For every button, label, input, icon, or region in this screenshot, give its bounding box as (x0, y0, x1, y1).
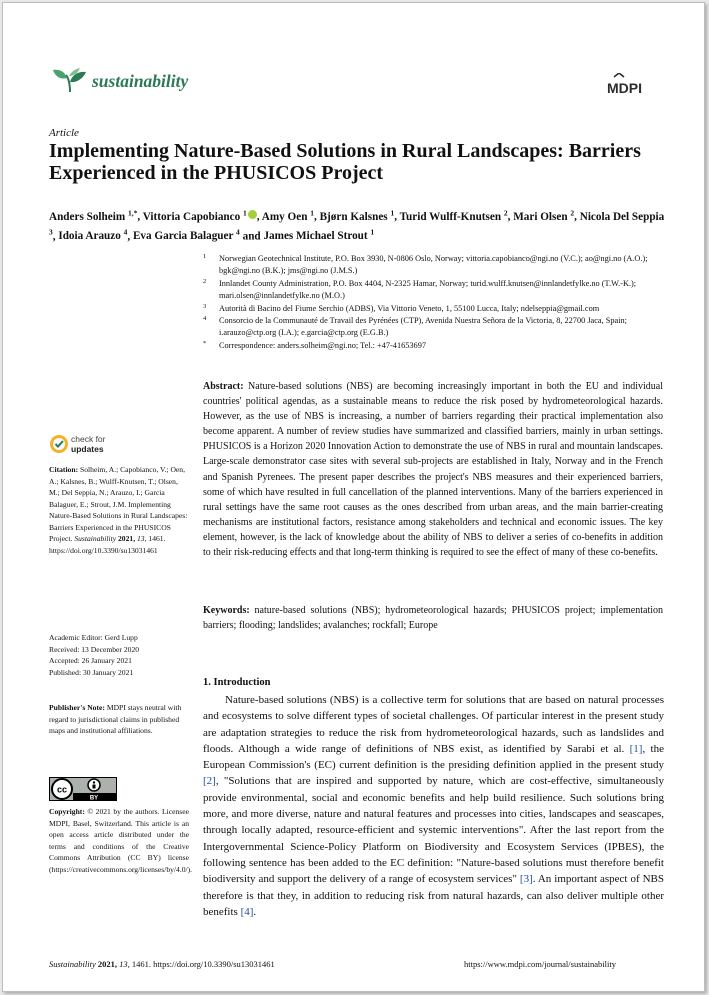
author[interactable] (261, 208, 314, 223)
author-affiliation-marker: 2 (503, 208, 508, 217)
intro-text-3: , "Solutions that are inspired and supported by nature, which are cost-effective, simultaneously provide environmental, social and economic benefits and help build resilience. Such solutions bring more, and more diverse, nature and natural features and processes into cities, landscapes and seascapes, through locally adapted, resource-efficient and systemic interventions". After the last report from the Intergovernmental Science-Policy Platform on Biodiversity and Ecosystem Services (IPBES), the following sentence has been added to the EC definition: "Nature-based solutions must therefore benefit biodiversity and support the delivery of a range of ecosystem services" (203, 775, 664, 886)
reference-link-2[interactable]: [2] (203, 775, 216, 788)
footer-journal-url[interactable]: https://www.mdpi.com/journal/sustainability (464, 959, 616, 969)
publishers-note-label: Publisher's Note: (49, 703, 105, 712)
author-name: Nicola Del Seppia (579, 210, 665, 223)
footer-year: 2021, (97, 959, 117, 969)
citation-text: Solheim, A.; Capobianco, V.; Oen, A.; Kalsnes, B.; Wulff-Knutsen, T.; Olsen, M.; Del Seppia, N.; Arauzo, I.; Garcia Balaguer, E.; Strout, J.M. Implementing Nature-Based Solutions in Rural Landscapes: Barriers Experienced in the PHUSICOS Project. (49, 465, 188, 543)
keywords-label: Keywords: (203, 605, 250, 616)
intro-text-5: . (253, 905, 257, 918)
citation-volume: 13, (137, 534, 147, 543)
intro-text-4: . An important aspect of NBS therefore is that they, in addition to reducing risk from natural hazards, can also deliver multiple other benefits (203, 873, 664, 918)
article-dates (49, 632, 189, 678)
affiliation-number: 2 (203, 277, 207, 285)
article-type: Article (49, 127, 79, 139)
abstract (203, 379, 663, 560)
orcid-icon[interactable] (248, 210, 257, 219)
author-name: Idoia Arauzo (58, 230, 124, 243)
academic-editor: Academic Editor: Gerd Lupp (49, 633, 138, 642)
check-for-updates-line2: updates (71, 443, 104, 454)
accepted-date: Accepted: 26 January 2021 (49, 656, 132, 665)
copyright-text: © 2021 by the authors. Licensee MDPI, Basel, Switzerland. This article is an open access article distributed under the terms and conditions of the Creative Commons Attribution (CC BY) license (https://creativecommons.org/licenses/by/4.0/). (49, 807, 193, 874)
affiliation-item (203, 278, 663, 303)
author-name: James Michael Strout (263, 230, 371, 243)
affiliation-number: * (203, 339, 207, 347)
journal-name: sustainability (92, 71, 189, 91)
affiliation-item (203, 253, 663, 278)
keywords (203, 603, 663, 633)
author-affiliation-marker: 1 (370, 227, 375, 237)
affiliations (203, 253, 663, 352)
cc-by-badge-text: BY (89, 795, 99, 801)
author-affiliation-marker: 3 (49, 227, 53, 237)
author[interactable] (58, 227, 128, 243)
author-name: Amy Oen (261, 210, 311, 223)
author-name: Mari Olsen (513, 210, 571, 223)
affiliation-number: 3 (203, 302, 207, 310)
reference-link-4[interactable]: [4] (240, 905, 254, 918)
cc-by-license-icon[interactable] (49, 777, 117, 801)
citation-doi[interactable]: 1461. https://doi.org/10.3390/su13031461 (49, 534, 166, 555)
affiliation-text: Innlandet County Administration, P.O. Box 4404, N-2325 Hamar, Norway; turid.wulff.knutsen@innlandetfylke.no (T.W.-K.); mari.olsen@innlandetfylke.no (M.O.) (219, 278, 637, 301)
svg-text:cc: cc (56, 784, 68, 795)
affiliation-text: Consorcio de la Communauté de Travail des Pyrénées (CTP), Avenida Nuestra Señora de la Victoria, 8, 22700 Jaca, Spain; i.arauzo@ctp.org (I.A.); e.garcia@ctp.org (E.G.B.) (219, 316, 627, 338)
received-date: Received: 13 December 2020 (49, 644, 140, 654)
abstract-text: Nature-based solutions (NBS) are becoming increasingly important in both the EU and individual countries' political agendas, as a sustainable means to reduce the risk posed by hydrometeorological hazards. However, as the use of NBS is increasing, a number of barriers regarding their practical implementation also become apparent. A number of review studies have summarized and classified barriers, mainly in urban settings. PHUSICOS is a Horizon 2020 Innovation Action to demonstrate the use of NBS in rural and mountain landscapes. Large-scale demonstrator case sites with several sub-projects are established in Italy, Norway and in the French and Spanish Pyrenees. The present paper describes the project's NBS measures and their experienced barriers, some of which have resulted in full cancellation of the planned interventions. Many of the barriers experienced in rural settings have the same root causes as the ones described from urban areas, and the main barrier-creating mechanisms are institutional factors, resistance among stakeholders and technical and economic issues. The key element, however, is the lack of knowledge about the ability of NBS to deliver a series of co-benefits in addition to their risk-reducing effects and that long-term thinking is required to see the effect of many of these co-benefits. (203, 381, 664, 559)
author-list: Anders Solheim $^{1,*}$, Vittoria Capobianco $^1$ , Amy Oen $^1$, Bjørn Kalsnes $^1$, Turid Wulff-Knutsen $^2$, Mari Olsen $^2$, Nicola Del Seppia $^3$, Idoia Arauzo $^4$, Eva Garcia Balaguer $^4$ and James Michael Strout $^1$ (49, 208, 665, 243)
citation-year: 2021, (118, 534, 136, 543)
section-heading: 1. Introduction (203, 677, 271, 688)
author[interactable] (263, 227, 375, 243)
author-affiliation-marker: 1 (390, 208, 395, 217)
affiliation-number: 4 (203, 315, 207, 323)
paper-page (2, 2, 705, 992)
author[interactable] (132, 227, 240, 243)
check-for-updates-label[interactable] (71, 435, 106, 454)
keywords-text: nature-based solutions (NBS); hydrometeorological hazards; PHUSICOS project; implementation barriers; flooding; landslides; avalanches; rockfall; Europe (203, 605, 664, 632)
introduction-paragraph (203, 692, 664, 920)
author-affiliation-marker: 1 (310, 208, 314, 217)
affiliation-number: 1 (203, 253, 207, 260)
author[interactable] (49, 208, 138, 223)
citation-block (49, 464, 189, 556)
footer-citation (49, 959, 275, 969)
intro-text-1: Nature-based solutions (NBS) is a collective term for solutions that are based on natural processes and ecosystems to solve different types of societal challenges. Of particular interest in the present study are adaptation strategies to reduce the risk from hydrometeorological hazards, such as landslides and floods. Although a wide range of definitions of NBS exist, as identified by Sarabi et al. (203, 694, 664, 755)
author-affiliation-marker: 1 (243, 208, 247, 217)
copyright-label: Copyright: (49, 807, 85, 816)
affiliation-item (203, 303, 663, 315)
affiliation-item (203, 340, 663, 352)
citation-label: Citation: (49, 465, 79, 474)
affiliation-text: Norwegian Geotechnical Institute, P.O. Box 3930, N-0806 Oslo, Norway; vittoria.capobianco@ngi.no (V.C.); ao@ngi.no (A.O.); bgk@ngi.no (B.K.); jms@ngi.no (J.M.S.) (219, 254, 648, 276)
author[interactable] (319, 208, 395, 223)
affiliation-text: Autorità di Bacino del Fiume Serchio (ADBS), Via Vittorio Veneto, 1, 55100 Lucca, Italy; ndelseppia@gmail.com (219, 303, 600, 313)
author[interactable] (513, 208, 575, 223)
author-name: Vittoria Capobianco (142, 210, 244, 223)
reference-link-3[interactable]: [3] (519, 873, 533, 886)
author-name: Eva Garcia Balaguer (132, 230, 237, 243)
publishers-note (49, 702, 189, 737)
author-name: Turid Wulff-Knutsen (399, 210, 504, 223)
mdpi-logo-icon (607, 73, 659, 95)
author-affiliation-marker: 4 (236, 227, 240, 237)
author-affiliation-marker: 2 (570, 208, 575, 217)
author-affiliation-marker: 4 (123, 227, 128, 237)
citation-journal: Sustainability (74, 534, 117, 543)
published-date: Published: 30 January 2021 (49, 667, 134, 677)
footer-doi[interactable]: 1461. https://doi.org/10.3390/su13031461 (131, 959, 275, 969)
intro-text-2: , the European Commission's (EC) current definition is the presiding definition applied in the present study (203, 742, 664, 772)
copyright-notice (49, 806, 193, 875)
author-name: Bjørn Kalsnes (319, 210, 391, 223)
abstract-label: Abstract: (203, 381, 244, 392)
check-for-updates-icon[interactable] (49, 434, 69, 454)
journal-leaf-logo-icon (52, 67, 88, 93)
check-for-updates-line1: check for (71, 434, 106, 444)
author-name: Anders Solheim (49, 210, 128, 223)
author[interactable] (142, 208, 257, 223)
paper-title: Implementing Nature-Based Solutions in Rural Landscapes: Barriers Experienced in the PHUSICOS Project (49, 140, 641, 184)
affiliation-item (203, 315, 663, 340)
author-affiliation-marker: 1,* (127, 208, 138, 217)
footer-journal: Sustainability (49, 959, 96, 969)
reference-link-1[interactable]: [1] (629, 742, 643, 755)
author[interactable] (399, 208, 508, 223)
footer-volume: 13, (119, 959, 130, 969)
affiliation-text: Correspondence: anders.solheim@ngi.no; Tel.: +47-41653697 (219, 340, 426, 350)
publishers-note-text: MDPI stays neutral with regard to jurisdictional claims in published maps and institutional affiliations. (49, 703, 182, 735)
mdpi-logo-text: MDPI (607, 80, 642, 95)
